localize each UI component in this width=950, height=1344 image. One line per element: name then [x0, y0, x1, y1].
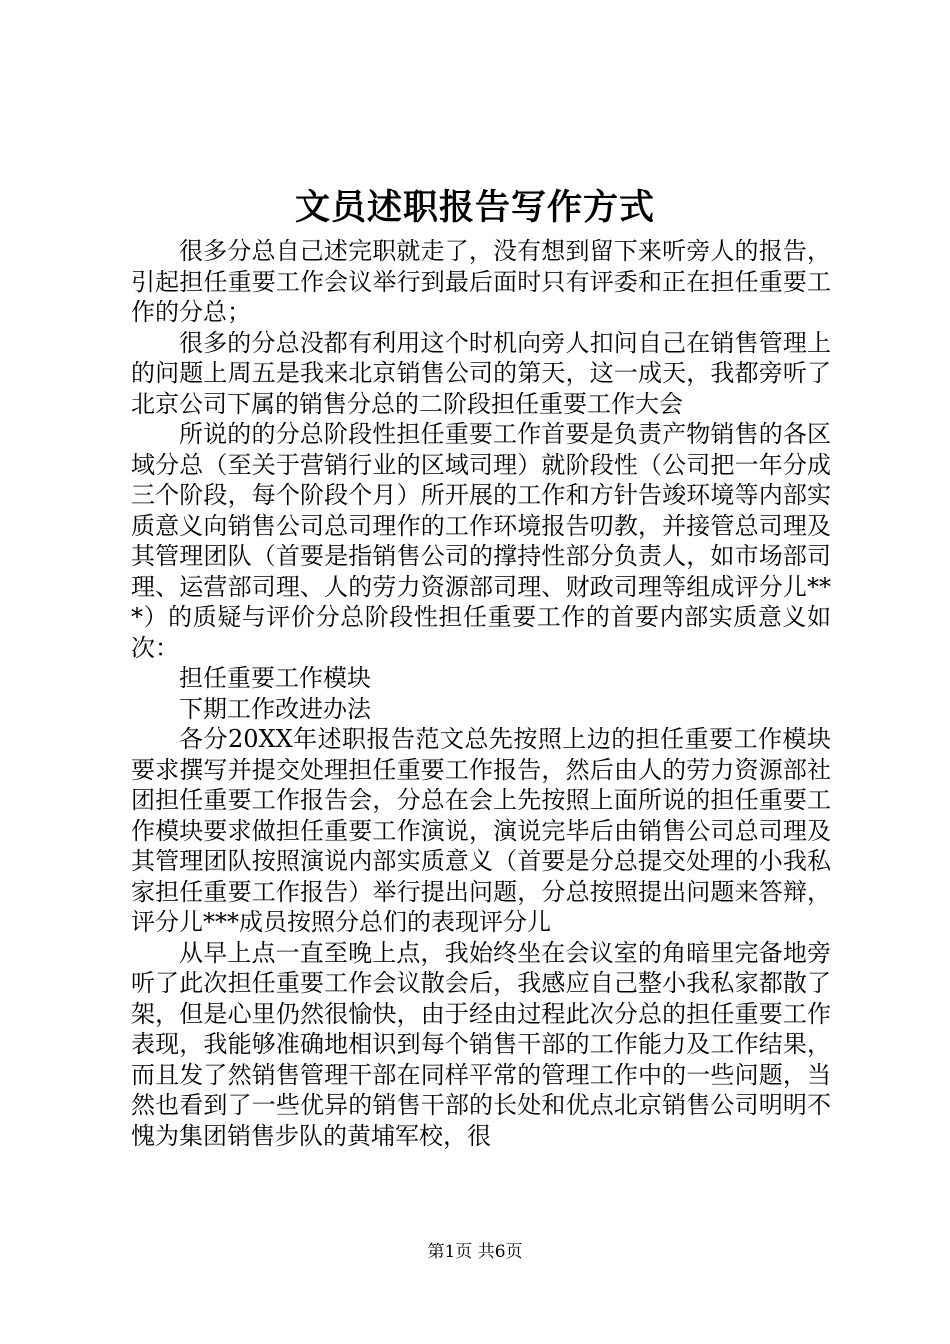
paragraph: 很多分总自己述完职就走了，没有想到留下来听旁人的报告，引起担任重要工作会议举行到最后面时只有评委和正在担任重要工作的分总；: [131, 237, 831, 326]
paragraph: 很多的分总没都有利用这个时机向旁人扣问自己在销售管理上的问题上周五是我来北京销售公司的第天，这一成天，我都旁听了北京公司下属的销售分总的二阶段担任重要工作大会: [131, 328, 831, 418]
page-footer: 第1页 共6页: [427, 1242, 523, 1262]
paragraph: 所说的的分总阶段性担任重要工作首要是负责产物销售的各区域分总（至关于营销行业的区域司理）就阶段性（公司把一年分成三个阶段，每个阶段个月）所开展的工作和方针告竣环境等内部实质意义向销售公司总司理作的工作环境报告叨教，并接管总司理及其管理团队（首要是指销售公司的撑持性部分负责人，如市场部司理、运营部司理、人的劳力资源部司理、财政司理等组成评分儿***）的质疑与评价分总阶段性担任重要工作的首要内部实质意义如次：: [131, 420, 831, 662]
paragraph: 各分20XX年述职报告范文总先按照上边的担任重要工作模块要求撰写并提交处理担任重要工作报告，然后由人的劳力资源部社团担任重要工作报告会，分总在会上先按照上面所说的担任重要工作模块要求做担任重要工作演说，演说完毕后由销售公司总司理及其管理团队按照演说内部实质意义（首要是分总提交处理的小我私家担任重要工作报告）举行提出问题，分总按照提出问题来答辩，评分儿***成员按照分总们的表现评分儿: [131, 725, 831, 936]
document-title: 文员述职报告写作方式: [294, 187, 655, 228]
paragraph: 从早上点一直至晚上点，我始终坐在会议室的角暗里完备地旁听了此次担任重要工作会议散会后，我感应自己整小我私家都散了架，但是心里仍然很愉快，由于经由过程此次分总的担任重要工作表现，我能够准确地相识到每个销售干部的工作能力及工作结果，而且发了然销售管理干部在同样平常的管理工作中的一些问题，当然也看到了一些优异的销售干部的长处和优点北京销售公司明明不愧为集团销售步队的黄埔军校，很: [131, 938, 831, 1150]
paragraph: 担任重要工作模块: [179, 664, 371, 692]
paragraph: 下期工作改进办法: [179, 694, 371, 723]
document-body: [131, 236, 831, 1151]
